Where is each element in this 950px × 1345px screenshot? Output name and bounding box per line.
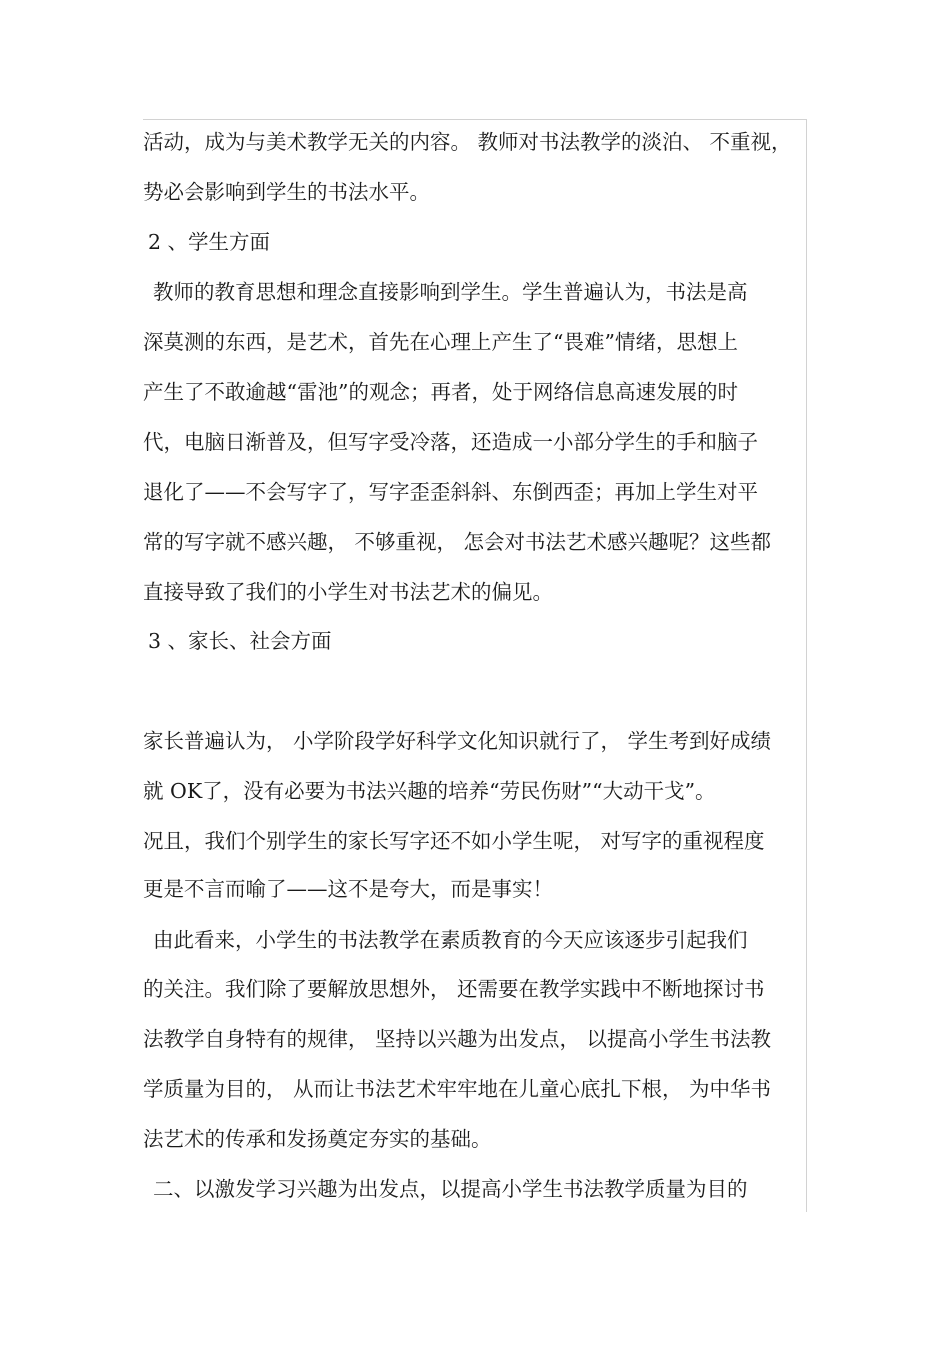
body-line: 的关注。我们除了要解放思想外， 还需要在教学实践中不断地探讨书 [143, 977, 765, 1001]
body-line: 就 OK了，没有必要为书法兴趣的培养“劳民伤财”“大动干戈”。 [143, 779, 716, 803]
body-line: 活动，成为与美术教学无关的内容。 教师对书法教学的淡泊、 不重视， [143, 130, 792, 154]
body-line: 代，电脑日渐普及，但写字受冷落，还造成一小部分学生的手和脑子 [143, 430, 758, 454]
body-line: 势必会影响到学生的书法水平。 [143, 180, 430, 204]
section-heading-students: 2 、学生方面 [148, 230, 271, 254]
section-heading-parents-society: 3 、家长、社会方面 [148, 629, 332, 653]
body-line: 学质量为目的， 从而让书法艺术牢牢地在儿童心底扎下根， 为中华书 [143, 1077, 772, 1101]
body-line: 更是不言而喻了——这不是夸大，而是事实！ [143, 877, 553, 901]
body-line: 家长普遍认为， 小学阶段学好科学文化知识就行了， 学生考到好成绩 [143, 729, 772, 753]
body-line: 退化了——不会写字了，写字歪歪斜斜、东倒西歪；再加上学生对平 [143, 480, 758, 504]
body-line: 产生了不敢逾越“雷池”的观念；再者，处于网络信息高速发展的时 [143, 380, 738, 404]
body-line: 教师的教育思想和理念直接影响到学生。学生普遍认为，书法是高 [153, 280, 748, 304]
body-line: 常的写字就不感兴趣， 不够重视， 怎会对书法艺术感兴趣呢？这些都 [143, 530, 772, 554]
body-line: 由此看来，小学生的书法教学在素质教育的今天应该逐步引起我们 [153, 928, 748, 952]
body-line: 深莫测的东西，是艺术，首先在心理上产生了“畏难”情绪，思想上 [143, 330, 738, 354]
body-line: 直接导致了我们的小学生对书法艺术的偏见。 [143, 580, 553, 604]
body-line: 况且，我们个别学生的家长写字还不如小学生呢， 对写字的重视程度 [143, 829, 765, 853]
body-line: 法教学自身特有的规律， 坚持以兴趣为出发点， 以提高小学生书法教 [143, 1027, 772, 1051]
body-line: 法艺术的传承和发扬奠定夯实的基础。 [143, 1127, 492, 1151]
section-heading-main: 二、以激发学习兴趣为出发点，以提高小学生书法教学质量为目的 [153, 1177, 748, 1201]
